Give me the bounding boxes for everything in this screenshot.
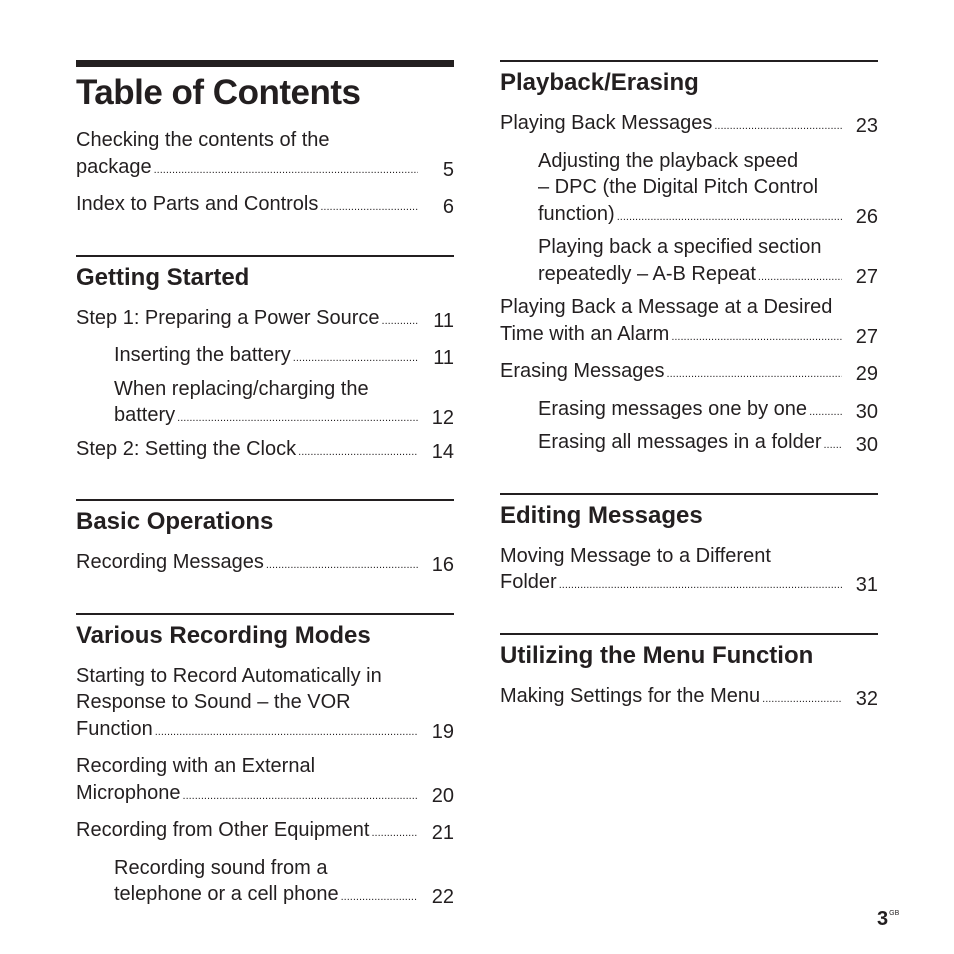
entry-text-line: telephone or a cell phone [114,883,339,905]
entry-text-line: repeatedly – A-B Repeat [538,262,756,285]
toc-entry[interactable] [76,191,454,221]
entry-text-line: Moving Message to a Different [500,544,771,567]
entry-text-line: Microphone [76,781,181,804]
dot-leader [293,345,418,372]
entry-last-line [500,321,844,351]
entry-last-line [114,881,420,911]
section-heading[interactable]: Getting Started [76,255,454,293]
entry-text-line: Making Settings for the Menu [500,684,761,707]
entry-text-line: Recording with an External [76,755,316,777]
entry-page-number: 23 [855,115,878,137]
page-region-code: GB [889,910,900,917]
entry-text-line: Erasing all messages in a folder [538,431,822,453]
entry-text-line: Erasing Messages [500,360,665,382]
section-heading[interactable]: Utilizing the Menu Function [500,633,878,671]
toc-section [500,493,878,599]
entry-text-line: When replacing/charging the [114,377,369,400]
dot-leader [177,405,418,432]
toc-subentry[interactable] [114,855,454,911]
entry-page-number: 26 [855,205,878,228]
toc-entry[interactable] [500,358,878,388]
section-heading[interactable]: Basic Operations [76,499,454,537]
page-number-value: 3 [877,908,889,930]
entry-page-number: 27 [855,265,878,288]
section-heading[interactable]: Editing Messages [500,493,878,531]
entry-page-number: 16 [431,554,454,576]
entry-text-line: Index to Parts and Controls [76,193,319,215]
dot-leader [266,552,418,579]
dot-leader [762,686,842,713]
entry-page-number: 6 [442,196,454,218]
toc-section [76,499,454,579]
left-column [76,60,454,915]
dot-leader [320,194,418,221]
section-entries [500,110,878,459]
entry-text-line: Response to Sound – the VOR [76,691,351,713]
entry-text-line: Recording from Other Equipment [76,819,370,841]
entry-text-line: Checking the contents of the [76,129,330,151]
entry-last-line [76,549,420,579]
entry-last-line [500,358,844,388]
entry-text-line: battery [114,404,176,426]
dot-leader [559,572,842,599]
entry-last-line [76,154,420,184]
entry-last-line [114,342,420,372]
entry-page-number: 11 [433,347,454,369]
dot-leader [382,308,418,335]
page-title: Table of Contents [76,60,454,113]
entry-last-line [114,402,420,432]
dot-leader [758,264,842,291]
entry-text-line: Step 1: Preparing a Power Source [76,306,380,329]
entry-text-line: Playing Back Messages [500,112,713,134]
entry-page-number: 11 [433,309,454,332]
dot-leader [667,361,842,388]
toc-entry[interactable] [76,817,454,847]
intro-entries [76,127,454,221]
toc-section [76,255,454,466]
entry-page-number: 31 [855,574,878,596]
entry-last-line [500,683,844,713]
entry-page-number: 27 [855,325,878,348]
section-entries [76,663,454,911]
dot-leader [714,113,842,140]
entry-page-number: 14 [431,440,454,463]
toc-subentry[interactable] [538,429,878,459]
dot-leader [809,399,842,426]
dot-leader [341,884,418,911]
toc-entry[interactable] [76,663,454,746]
entry-text-line: package [76,155,152,178]
toc-entry[interactable] [76,753,454,809]
entry-page-number: 29 [855,363,878,385]
entry-text-line: – DPC (the Digital Pitch Control [538,176,819,198]
toc-section [76,613,454,911]
dot-leader [155,719,418,746]
entry-text-line: Inserting the battery [114,344,291,366]
toc-subentry[interactable] [538,234,878,290]
entry-last-line [538,201,844,231]
entry-last-line [538,396,844,426]
section-entries [76,549,454,579]
entry-text-line: Recording Messages [76,551,264,573]
entry-page-number: 21 [431,822,454,844]
toc-subentry[interactable] [114,342,454,372]
entry-text-line: Playing Back a Message at a Desired [500,296,833,318]
entry-text-line: Folder [500,571,557,593]
entry-last-line [500,569,844,599]
section-heading[interactable]: Various Recording Modes [76,613,454,651]
entry-page-number: 5 [442,158,454,181]
right-sections [500,60,878,712]
entry-last-line [76,305,420,335]
entry-text-line: Erasing messages one by one [538,397,808,420]
entry-text-line: Function [76,717,153,740]
dot-leader [298,439,418,466]
toc-entry[interactable] [500,294,878,350]
toc-entry[interactable] [76,305,454,335]
entry-text-line: Adjusting the playback speed [538,149,799,172]
section-heading[interactable]: Playback/Erasing [500,60,878,98]
dot-leader [823,432,842,459]
entry-text-line: Step 2: Setting the Clock [76,437,297,460]
entry-page-number: 30 [855,400,878,423]
toc-subentry[interactable] [114,376,454,432]
toc-subentry[interactable] [538,148,878,231]
entry-text-line: Starting to Record Automatically in [76,664,382,687]
dot-leader [154,157,418,184]
entry-last-line [76,436,420,466]
toc-subentry[interactable] [538,396,878,426]
toc-entry[interactable] [500,683,878,713]
dot-leader [183,783,418,810]
section-entries [500,683,878,713]
entry-last-line [500,110,844,140]
toc-entry[interactable] [76,127,454,183]
toc-entry[interactable] [76,436,454,466]
entry-last-line [76,817,420,847]
left-sections [76,255,454,911]
entry-last-line [76,191,420,221]
section-entries [500,543,878,599]
entry-last-line [76,716,420,746]
toc-entry[interactable] [500,110,878,140]
dot-leader [617,204,842,231]
entry-text-line: Recording sound from a [114,856,328,879]
dot-leader [371,820,418,847]
page-number [877,908,899,931]
entry-page-number: 19 [431,720,454,743]
toc-entry[interactable] [76,549,454,579]
entry-text-line: function) [538,202,615,225]
entry-last-line [538,429,844,459]
entry-page-number: 20 [431,784,454,807]
entry-page-number: 30 [855,434,878,456]
entry-last-line [538,261,844,291]
entry-last-line [76,780,420,810]
toc-section [500,60,878,459]
right-column [500,60,878,720]
dot-leader [671,324,842,351]
toc-entry[interactable] [500,543,878,599]
entry-page-number: 12 [431,407,454,429]
entry-page-number: 22 [431,886,454,908]
entry-page-number: 32 [855,687,878,710]
entry-text-line: Time with an Alarm [500,322,670,345]
section-entries [76,305,454,466]
entry-text-line: Playing back a specified section [538,236,822,258]
toc-section [500,633,878,713]
